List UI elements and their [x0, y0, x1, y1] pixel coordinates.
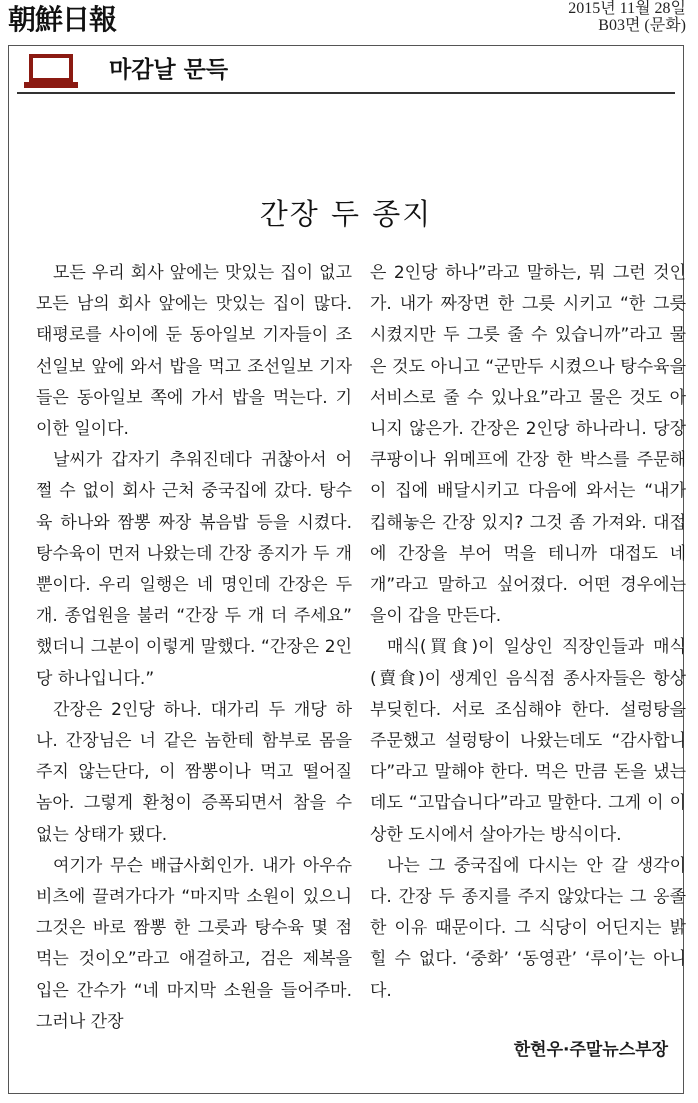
article-paragraph: 은 2인당 하나”라고 말하는, 뭐 그런 것인가. 내가 짜장면 한 그릇 시키고 “한 그릇 시켰지만 두 그릇 줄 수 있습니까”라고 물은 것도 아니고 “군만두 시켰으나 탕수육을 서비스로 줄 수 있나요”라고 물은 것도 아니지 않은가. 간장은 2인당 하나라니. 당장 쿠팡이나 위메프에 간장 한 박스를 주문해 이 집에 배달시키고 다음에 와서는 “내가 킵해놓은 간장 있지? 그것 좀 가져와. 대접에 간장을 부어 먹을 테니까 대접도 네 개”라고 말하고 싶어졌다. 어떤 경우에는 을이 갑을 만든다.: [370, 263, 686, 627]
article-paragraph: 나는 그 중국집에 다시는 안 갈 생각이다. 간장 두 종지를 주지 않았다는 그 옹졸한 이유 때문이다. 그 식당이 어딘지는 밝힐 수 없다. ‘중화’ ‘동영관’ ‘루이’는 아니다.: [370, 855, 686, 1001]
publication-info: [568, 0, 686, 34]
publication-date: 2015년 11월 28일: [568, 0, 686, 17]
newspaper-logo: 朝鮮日報: [8, 3, 117, 36]
page-number: B03면 (문화): [598, 17, 686, 34]
article-title: 간장 두 종지: [259, 197, 433, 231]
byline: 한현우·주말뉴스부장: [513, 1040, 668, 1060]
laptop-icon: [23, 54, 79, 90]
article-paragraph: 모든 우리 회사 앞에는 맛있는 집이 없고 모든 남의 회사 앞에는 맛있는 집이 많다. 태평로를 사이에 둔 동아일보 기자들이 조선일보 앞에 와서 밥을 먹고 조선일보 기자들은 동아일보 쪽에 가서 밥을 먹는다. 기이한 일이다.: [36, 263, 352, 440]
article-column-right: [370, 258, 686, 1007]
article-paragraph: 매식(買食)이 일상인 직장인들과 매식(賣食)이 생계인 음식점 종사자들은 항상 부딪힌다. 서로 조심해야 한다. 설렁탕을 주문했고 설렁탕이 나왔는데도 “감사합니다”라고 말해야 한다. 먹은 만큼 돈을 냈는데도 “고맙습니다”라고 말한다. 그게 이 이상한 도시에서 살아가는 방식이다.: [370, 637, 686, 845]
article-paragraph: 여기가 무슨 배급사회인가. 내가 아우슈비츠에 끌려가다가 “마지막 소원이 있으니 그것은 바로 짬뽕 한 그릇과 탕수육 몇 점 먹는 것이오”라고 애걸하고, 검은 제복을 입은 간수가 “네 마지막 소원을 들어주마. 그러나 간장: [36, 855, 352, 1032]
article-frame: [8, 45, 684, 1094]
article-paragraph: 간장은 2인당 하나. 대가리 두 개당 하나. 간장님은 너 같은 놈한테 함부로 몸을 주지 않는단다, 이 짬뽕이나 먹고 떨어질 놈아. 그렇게 환청이 증폭되면서 참을 수 없는 상태가 됐다.: [36, 699, 352, 845]
article-paragraph: 날씨가 갑자기 추워진데다 귀찮아서 어쩔 수 없이 회사 근처 중국집에 갔다. 탕수육 하나와 짬뽕 짜장 볶음밥 등을 시켰다. 탕수육이 먼저 나왔는데 간장 종지가 두 개뿐이다. 우리 일행은 네 명인데 간장은 두 개. 종업원을 불러 “간장 두 개 더 주세요” 했더니 그분이 이렇게 말했다. “간장은 2인당 하나입니다.”: [36, 450, 352, 689]
article-column-left: [36, 258, 352, 1038]
column-header: [17, 50, 675, 94]
column-title: 마감날 문득: [109, 57, 229, 83]
